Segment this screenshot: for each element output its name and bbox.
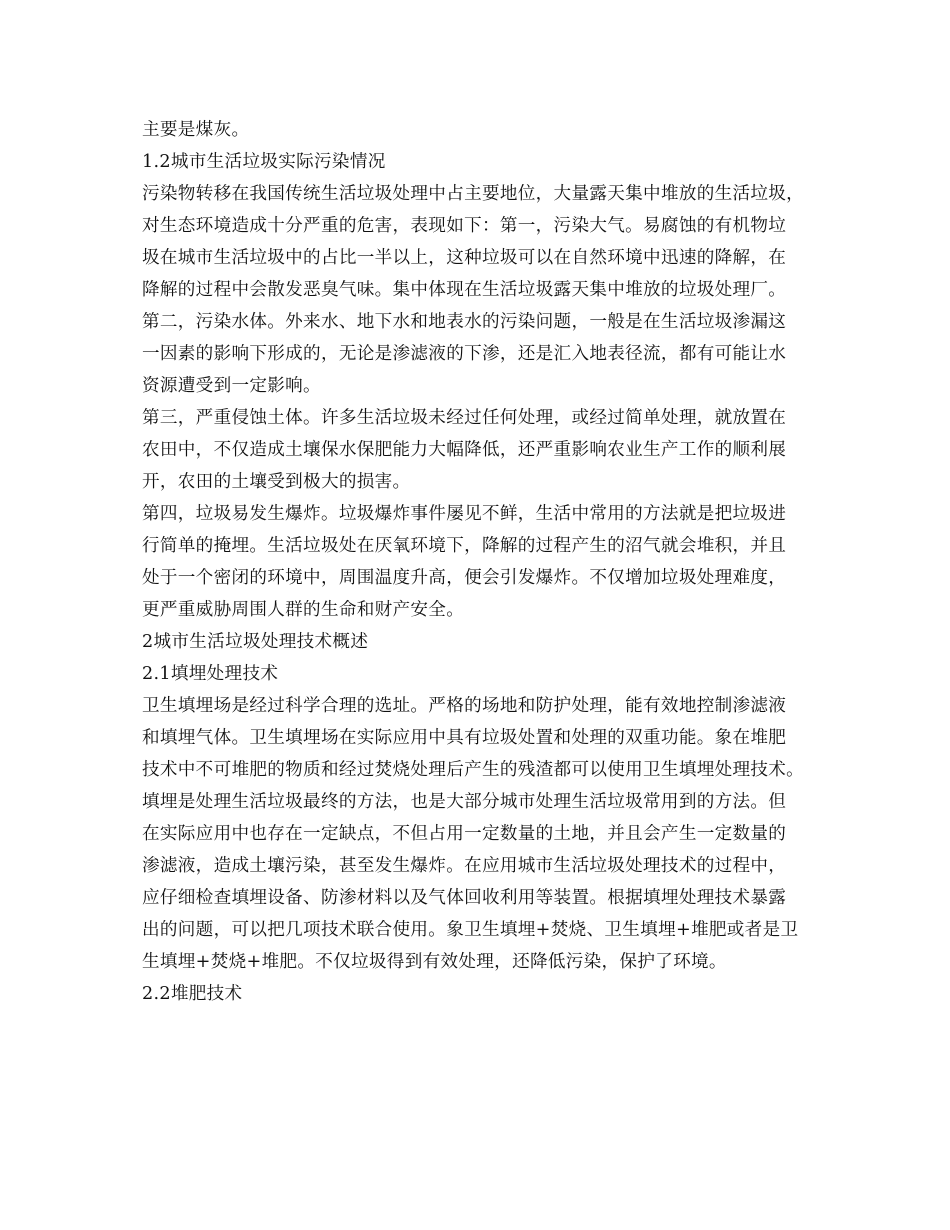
- text-line: 行简单的掩埋。生活垃圾处在厌氧环境下，降解的过程产生的沼气就会堆积，并且: [142, 536, 787, 556]
- text-line: 技术中不可堆肥的物质和经过焚烧处理后产生的残渣都可以使用卫生填埋处理技术。: [142, 760, 805, 780]
- text-line: 出的问题，可以把几项技术联合使用。象卫生填埋+焚烧、卫生填埋+堆肥或者是卫: [142, 920, 799, 940]
- text-line: 处于一个密闭的环境中，周围温度升高，便会引发爆炸。不仅增加垃圾处理难度，: [142, 568, 787, 588]
- text-line: 在实际应用中也存在一定缺点，不但占用一定数量的土地，并且会产生一定数量的: [142, 824, 787, 844]
- text-line: 降解的过程中会散发恶臭气味。集中体现在生活垃圾露天集中堆放的垃圾处理厂。: [142, 280, 787, 300]
- text-line: 填埋是处理生活垃圾最终的方法，也是大部分城市处理生活垃圾常用到的方法。但: [142, 792, 787, 812]
- text-line: 更严重威胁周围人群的生命和财产安全。: [142, 600, 465, 620]
- text-line: 应仔细检查填埋设备、防渗材料以及气体回收利用等装置。根据填埋处理技术暴露: [142, 888, 787, 908]
- text-line: 一因素的影响下形成的，无论是渗滤液的下渗，还是汇入地表径流，都有可能让水: [142, 344, 787, 364]
- section-heading: 2城市生活垃圾处理技术概述: [142, 632, 369, 652]
- text-line: 农田中，不仅造成土壤保水保肥能力大幅降低，还严重影响农业生产工作的顺利展: [142, 440, 787, 460]
- section-heading: 2.2堆肥技术: [142, 984, 243, 1004]
- text-line: 主要是煤灰。: [142, 120, 250, 140]
- text-line: 对生态环境造成十分严重的危害，表现如下：第一，污染大气。易腐蚀的有机物垃: [142, 216, 787, 236]
- document-body: [142, 114, 826, 1010]
- text-line: 开，农田的土壤受到极大的损害。: [142, 472, 411, 492]
- section-heading: 2.1填埋处理技术: [142, 664, 279, 684]
- text-line: 卫生填埋场是经过科学合理的选址。严格的场地和防护处理，能有效地控制渗滤液: [142, 696, 787, 716]
- text-line: 资源遭受到一定影响。: [142, 376, 321, 396]
- text-line: 生填埋+焚烧+堆肥。不仅垃圾得到有效处理，还降低污染，保护了环境。: [142, 952, 727, 972]
- text-line: 第二，污染水体。外来水、地下水和地表水的污染问题，一般是在生活垃圾渗漏这: [142, 312, 787, 332]
- text-line: 污染物转移在我国传统生活垃圾处理中占主要地位，大量露天集中堆放的生活垃圾，: [142, 184, 805, 204]
- section-heading: 1.2城市生活垃圾实际污染情况: [142, 152, 386, 172]
- text-line: 渗滤液，造成土壤污染，甚至发生爆炸。在应用城市生活垃圾处理技术的过程中，: [142, 856, 787, 876]
- text-line: 圾在城市生活垃圾中的占比一半以上，这种垃圾可以在自然环境中迅速的降解，在: [142, 248, 787, 268]
- text-line: 第三，严重侵蚀土体。许多生活垃圾未经过任何处理，或经过简单处理，就放置在: [142, 408, 787, 428]
- text-line: 第四，垃圾易发生爆炸。垃圾爆炸事件屡见不鲜，生活中常用的方法就是把垃圾进: [142, 504, 787, 524]
- text-line: 和填埋气体。卫生填埋场在实际应用中具有垃圾处置和处理的双重功能。象在堆肥: [142, 728, 787, 748]
